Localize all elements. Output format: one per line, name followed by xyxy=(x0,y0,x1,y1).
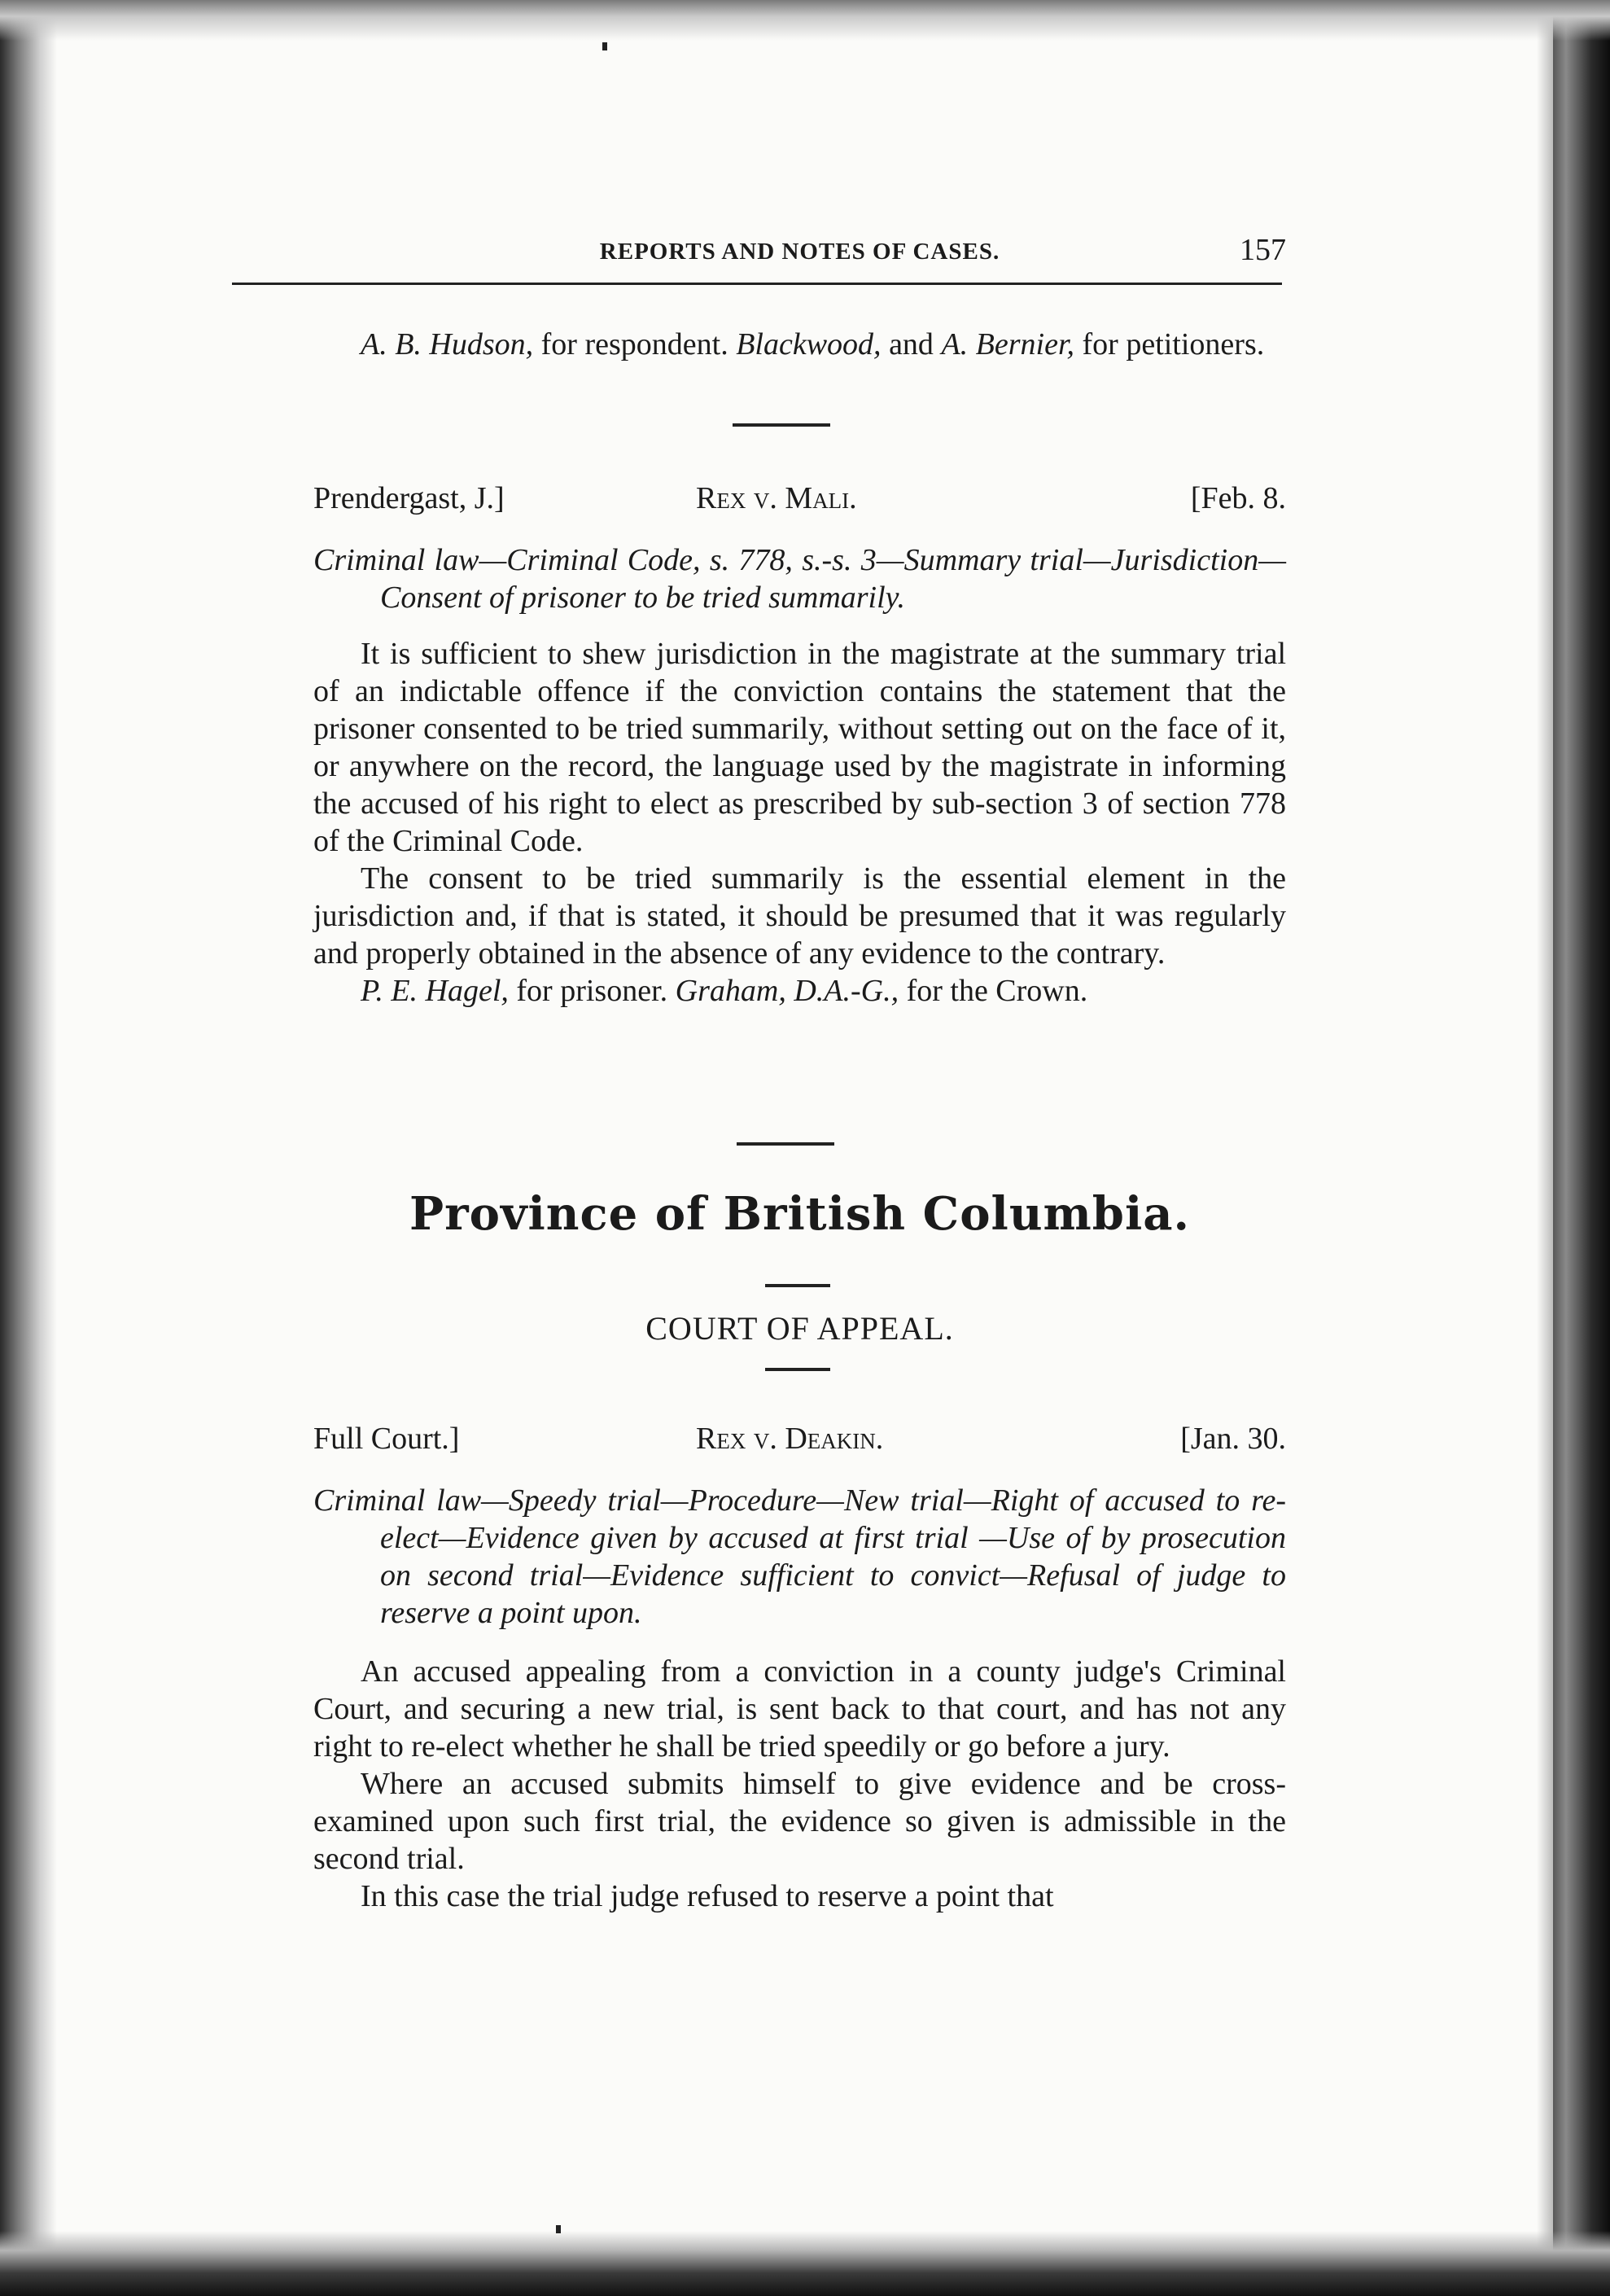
case-counsel xyxy=(313,972,1286,1010)
counsel-name: P. E. Hagel, xyxy=(361,974,509,1008)
counsel-name: Blackwood, xyxy=(736,327,882,361)
body-paragraph: In this case the trial judge refused to reserve a point that xyxy=(361,1879,1054,1913)
body-paragraph: It is sufficient to shew jurisdiction in the magistrate at the summary trial of an indictable offence if the conviction contains the statement that the prisoner consented to be tried summarily, without setting out on the face of it, or anywhere on the record, the language used by the magistrate in informing the accused of his right to elect as prescribed by sub-section 3 of section 778 of the Criminal Code. xyxy=(313,637,1286,858)
case-line xyxy=(313,1421,1286,1458)
top-counsel xyxy=(313,326,1286,363)
scan-edge-bottom xyxy=(0,2231,1610,2296)
running-head: REPORTS AND NOTES OF CASES. xyxy=(599,239,1000,265)
section-rule xyxy=(765,1284,830,1287)
counsel-text: for petitioners. xyxy=(1074,327,1265,361)
page-header xyxy=(313,232,1286,281)
case-date: [Jan. 30. xyxy=(1180,1422,1286,1456)
scan-edge-left xyxy=(0,0,57,2296)
case-court: Full Court.] xyxy=(313,1422,460,1456)
scan-edge-top xyxy=(0,0,1610,41)
page-number: 157 xyxy=(1240,233,1286,267)
case-line xyxy=(313,480,1286,518)
section-rule xyxy=(733,423,830,427)
scan-edge-right xyxy=(1537,0,1610,2296)
body-paragraph: The consent to be tried summarily is the essential element in the jurisdiction and, if that is stated, it should be presumed that it was regularly and properly obtained in the absence of any evidence to the contrary. xyxy=(313,861,1286,971)
province-heading: Province of British Columbia. xyxy=(409,1187,1190,1241)
counsel-text: for the Crown. xyxy=(899,974,1088,1008)
counsel-name: A. B. Hudson, xyxy=(361,327,534,361)
section-rule xyxy=(765,1368,830,1371)
body-paragraph: An accused appealing from a conviction in a county judge's Criminal Court, and securing a new trial, is sent back to that court, and has not any right to re-elect whether he shall be tried speedily or go before a jury. xyxy=(313,1654,1286,1764)
case-name: Rex v. Deakin. xyxy=(696,1422,884,1456)
body-paragraph: Where an accused submits himself to give evidence and be cross-examined upon such first trial, the evidence so given is admissible in the second trial. xyxy=(313,1767,1286,1876)
counsel-text: and xyxy=(881,327,942,361)
case-body xyxy=(313,635,1286,1010)
header-rule xyxy=(232,283,1282,285)
case-name: Rex v. Mali. xyxy=(696,481,857,515)
case-court: Prendergast, J.] xyxy=(313,481,505,515)
counsel-text: for respondent. xyxy=(533,327,737,361)
section-rule xyxy=(737,1142,834,1146)
court-heading: COURT OF APPEAL. xyxy=(645,1310,954,1347)
ink-speck xyxy=(556,2225,561,2233)
case-headnote: Criminal law—Speedy trial—Procedure—New trial—Right of accused to re-elect—Evidence given by accused at first trial —Use of by prosecution on second trial—Evidence sufficient to convict—Refusal of judge to reserve a point upon. xyxy=(313,1483,1286,1630)
ink-speck xyxy=(602,42,607,50)
case-headnote: Criminal law—Criminal Code, s. 778, s.-s. 3—Summary trial—Jurisdiction—Consent of prisoner to be tried summarily. xyxy=(313,543,1286,615)
case-body xyxy=(313,1653,1286,1915)
case-date: [Feb. 8. xyxy=(1190,481,1286,515)
counsel-text: for prisoner. xyxy=(508,974,676,1008)
counsel-name: Graham, D.A.-G., xyxy=(675,974,899,1008)
counsel-name: A. Bernier, xyxy=(941,327,1075,361)
